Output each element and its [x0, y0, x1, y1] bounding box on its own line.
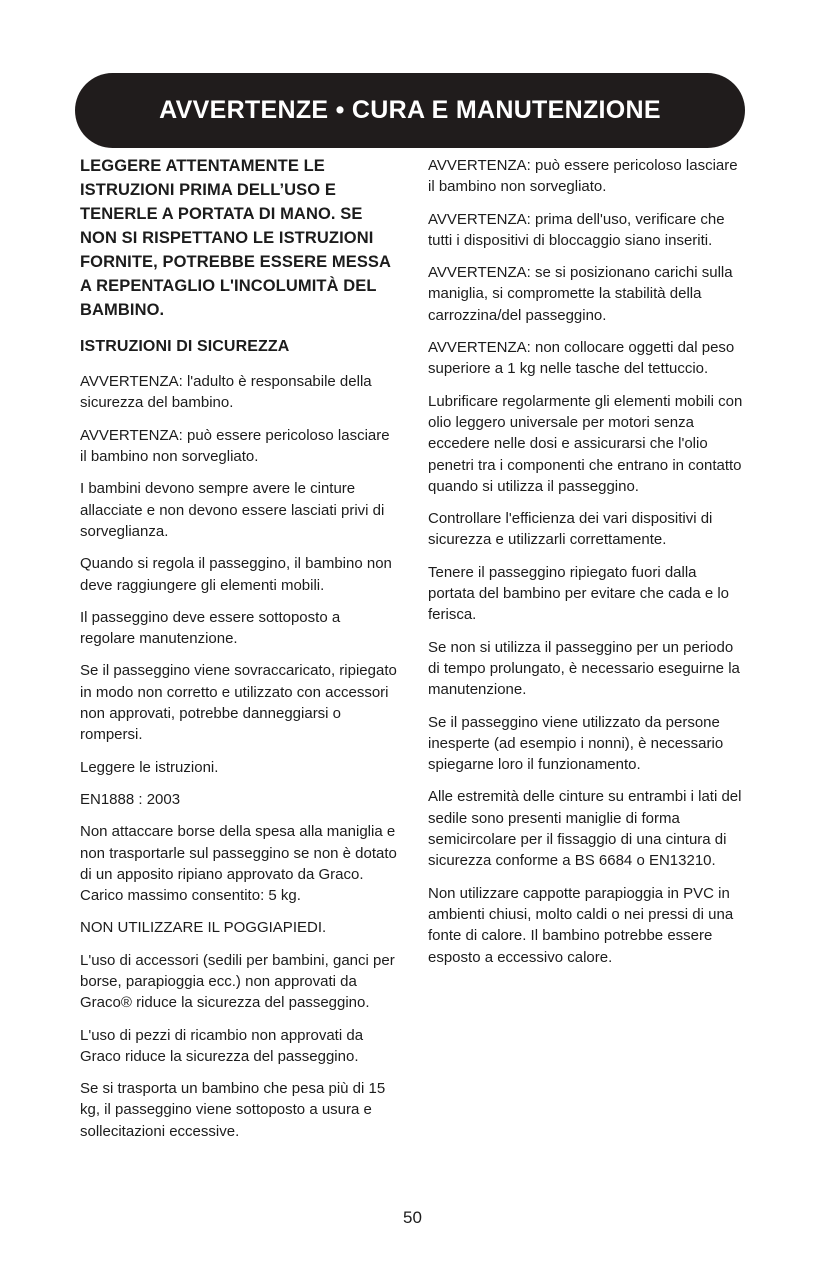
content-columns [80, 155, 745, 1153]
section-heading: ISTRUZIONI DI SICUREZZA [80, 338, 290, 356]
paragraph: Tenere il passeggino ripiegato fuori dalla portata del bambino per evitare che cada e lo ferisca. [428, 563, 730, 624]
paragraph: Il passeggino deve essere sottoposto a regolare manutenzione. [80, 608, 341, 648]
paragraph: Quando si regola il passeggino, il bambino non deve raggiungere gli elementi mobili. [80, 555, 392, 594]
paragraph: AVVERTENZA: può essere pericoloso lasciare il bambino non sorvegliato. [428, 157, 738, 196]
paragraph: EN1888 : 2003 [80, 790, 181, 808]
paragraph: Se il passeggino viene utilizzato da persone inesperte (ad esempio i nonni), è necessario spiegarne loro il funzionamento. [428, 713, 724, 774]
page-title: AVVERTENZE • CURA E MANUTENZIONE [159, 96, 661, 124]
paragraph: AVVERTENZA: non collocare oggetti dal peso superiore a 1 kg nelle tasche del tettuccio. [428, 339, 735, 378]
paragraph: NON UTILIZZARE IL POGGIAPIEDI. [80, 919, 327, 937]
paragraph: Controllare l'efficienza dei vari dispositivi di sicurezza e utilizzarli correttamente. [428, 510, 713, 549]
paragraph: AVVERTENZA: se si posizionano carichi sulla maniglia, si compromette la stabilità della carrozzina/del passeggino. [428, 264, 733, 324]
paragraph: Se si trasporta un bambino che pesa più di 15 kg, il passeggino viene sottoposto a usura e sollecitazioni eccessive. [80, 1080, 386, 1140]
paragraph: Alle estremità delle cinture su entrambi i lati del sedile sono presenti maniglie di forma semicircolare per il fissaggio di una cintura di sicurezza conforme a BS 6684 o EN13210. [428, 788, 742, 870]
paragraph: L'uso di accessori (sedili per bambini, ganci per borse, parapioggia ecc.) non approvati da Graco® riduce la sicurezza del passeggino. [80, 951, 395, 1012]
paragraph: Non attaccare borse della spesa alla maniglia e non trasportarle sul passeggino se non è dotato di un apposito ripiano approvato da Graco. Carico massimo consentito: 5 kg. [80, 823, 397, 905]
paragraph: Leggere le istruzioni. [80, 758, 219, 776]
page-number: 50 [403, 1208, 422, 1227]
right-column [428, 155, 746, 1153]
paragraph: I bambini devono sempre avere le cinture allacciate e non devono essere lasciati privi di sorveglianza. [80, 480, 385, 540]
paragraph: L'uso di pezzi di ricambio non approvati da Graco riduce la sicurezza del passeggino. [80, 1026, 364, 1065]
paragraph: Se il passeggino viene sovraccaricato, ripiegato in modo non corretto e utilizzato con accessori non approvati, potrebbe danneggiarsi o rompersi. [80, 662, 397, 744]
paragraph: Non utilizzare cappotte parapioggia in PVC in ambienti chiusi, molto caldi o nei pressi di una fonte di calore. Il bambino potrebbe essere esposto a eccessivo calore. [428, 884, 734, 966]
paragraph: AVVERTENZA: può essere pericoloso lasciare il bambino non sorvegliato. [80, 426, 390, 466]
page-header-banner [75, 73, 745, 148]
paragraph: Se non si utilizza il passeggino per un periodo di tempo prolungato, è necessario eseguirne la manutenzione. [428, 638, 740, 699]
left-column [80, 155, 398, 1153]
paragraph: AVVERTENZA: prima dell'uso, verificare che tutti i dispositivi di bloccaggio siano inseriti. [428, 210, 725, 249]
paragraph: AVVERTENZA: l'adulto è responsabile della sicurezza del bambino. [80, 373, 372, 412]
lead-paragraph: LEGGERE ATTENTAMENTE LE ISTRUZIONI PRIMA DELL’USO E TENERLE A PORTATA DI MANO. SE NON SI RISPETTANO LE ISTRUZIONI FORNITE, POTREBBE ESSERE MESSA A REPENTAGLIO L'INCOLUMITÀ DEL BAMBINO. [80, 157, 391, 319]
paragraph: Lubrificare regolarmente gli elementi mobili con olio leggero universale per motori senza eccedere nelle dosi e assicurarsi che l'olio penetri tra i componenti che entrano in contatto quando si utilizza il passeggino. [428, 392, 743, 495]
